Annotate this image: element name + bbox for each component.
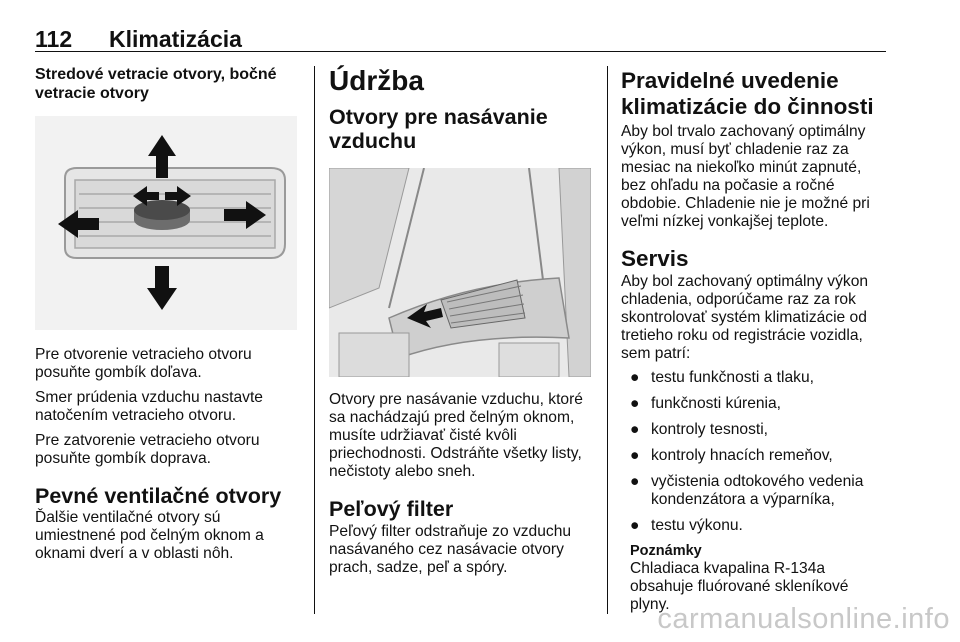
bullet-icon: ● (630, 421, 640, 438)
service-heading: Servis (621, 246, 689, 271)
column-2 (329, 65, 597, 577)
list-item: ● testu výkonu. (630, 517, 743, 534)
air-inlet-illustration (329, 168, 591, 377)
column-1 (35, 65, 300, 563)
list-item: ● funkčnosti kúrenia, (630, 395, 782, 412)
bullet-icon: ● (630, 517, 640, 534)
air-vent-drawing (35, 116, 297, 330)
column-divider-1 (314, 66, 315, 614)
watermark: carmanualsonline.info (657, 603, 950, 635)
page-number: 112 (35, 26, 73, 52)
fixed-vents-heading: Pevné ventilačné otvory (35, 484, 282, 508)
column-3 (621, 65, 885, 614)
vents-heading: Stredové vetracie otvory, bočné vetracie otvory (35, 66, 277, 102)
air-vent-illustration (35, 116, 297, 330)
regular-operation-heading: Pravidelné uvedenie klimatizácie do činnosti (621, 68, 874, 119)
regular-operation-text: Aby bol trvalo zachovaný optimálny výkon, musí byť chladenie raz za mesiac na niekoľko minút zapnuté, bez ohľadu na počasie a ročné obdobie. Chladenie nie je možné pri veľmi nízkej vonkajšej teplote. (621, 123, 870, 230)
column-divider-2 (607, 66, 608, 614)
bullet-icon: ● (630, 369, 640, 386)
list-item: ● testu funkčnosti a tlaku, (630, 369, 814, 386)
vent-open-text: Pre otvorenie vetracieho otvoru posuňte gombík doľava. (35, 346, 252, 381)
vent-close-text: Pre zatvorenie vetracieho otvoru posuňte gombík doprava. (35, 432, 260, 467)
bullet-icon: ● (630, 447, 640, 464)
air-inlet-drawing (329, 168, 591, 377)
service-list (621, 369, 885, 535)
fixed-vents-text: Ďalšie ventilačné otvory sú umiestnené pod čelným oknom a oknami dverí a v oblasti nôh. (35, 509, 264, 562)
section-title: Klimatizácia (109, 26, 242, 52)
list-item: ● kontroly tesnosti, (630, 421, 769, 438)
list-item: ● kontroly hnacích remeňov, (630, 447, 833, 464)
pollen-filter-heading: Peľový filter (329, 497, 454, 521)
air-inlet-heading: Otvory pre nasávanie vzduchu (329, 105, 548, 153)
header-rule (35, 51, 886, 52)
bullet-icon: ● (630, 473, 640, 490)
note-text: Chladiaca kvapalina R-134a obsahuje fluórované skleníkové plyny. (630, 560, 849, 613)
service-text: Aby bol zachovaný optimálny výkon chladenia, odporúčame raz za rok skontrolovať systém klimatizácie od tretieho roku od registrácie vozidla, sem patrí: (621, 273, 869, 362)
pollen-filter-text: Peľový filter odstraňuje zo vzduchu nasávaného cez nasávacie otvory prach, sadze, peľ a spóry. (329, 523, 572, 576)
note-heading: Poznámky (630, 543, 702, 559)
vent-direction-text: Smer prúdenia vzduchu nastavte natočením vetracieho otvoru. (35, 389, 263, 424)
list-item: ● vyčistenia odtokového vedenia kondenzátora a výparníka, (630, 473, 864, 508)
page-header (35, 20, 886, 52)
bullet-icon: ● (630, 395, 640, 412)
chapter-title: Údržba (329, 65, 424, 96)
air-inlet-text: Otvory pre nasávanie vzduchu, ktoré sa nachádzajú pred čelným oknom, musíte udržiavať čisté kvôli priechodnosti. Odstráňte všetky listy, nečistoty alebo sneh. (329, 391, 583, 480)
